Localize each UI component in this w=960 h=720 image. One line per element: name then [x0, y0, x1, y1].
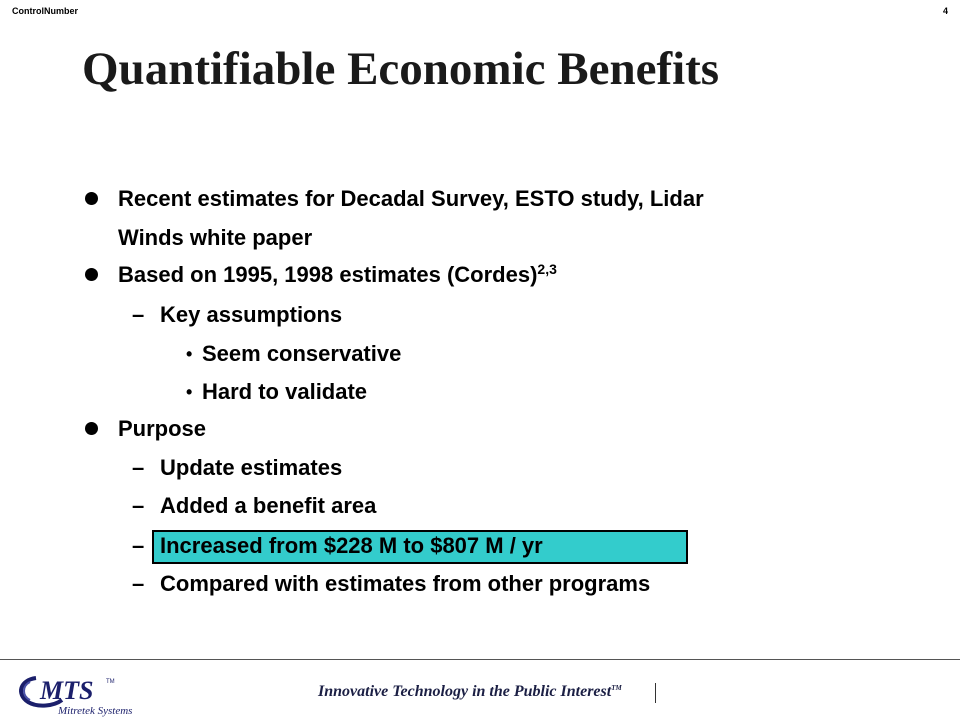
- sub-sub-bullet-hard-to-validate: Hard to validate: [202, 379, 368, 404]
- dash-marker: –: [132, 455, 145, 480]
- footer-divider: [0, 659, 960, 660]
- dash-marker: –: [132, 493, 145, 518]
- slide-number: 4: [942, 6, 948, 16]
- dash-marker: –: [132, 533, 145, 558]
- dash-marker: –: [132, 571, 145, 596]
- sub-sub-bullet-seem-conservative: Seem conservative: [202, 341, 402, 366]
- small-bullet-marker: •: [186, 382, 193, 402]
- control-number-label: ControlNumber: [12, 6, 78, 16]
- bullet-dot: [85, 268, 98, 281]
- slide-title: Quantifiable Economic Benefits: [82, 43, 720, 95]
- dash-marker: –: [132, 302, 145, 327]
- bullet-2-text: Based on 1995, 1998 estimates (Cordes): [118, 262, 538, 287]
- tagline-trademark: TM: [611, 684, 622, 692]
- logo-trademark: TM: [106, 679, 115, 685]
- sub-bullet-compared: Compared with estimates from other programs: [160, 571, 651, 596]
- bullet-2-superscript: 2,3: [537, 261, 557, 277]
- bullet-1-line-1: Recent estimates for Decadal Survey, ESTO study, Lidar: [118, 186, 704, 211]
- footer-tagline: [318, 683, 622, 701]
- tagline-divider: [655, 683, 656, 703]
- sub-bullet-increased-highlighted: Increased from $228 M to $807 M / yr: [160, 533, 543, 558]
- sub-bullet-added-benefit-area: Added a benefit area: [160, 493, 377, 518]
- bullet-2: [118, 261, 557, 289]
- logo-subtitle: Mitretek Systems: [58, 705, 133, 717]
- sub-bullet-update-estimates: Update estimates: [160, 455, 343, 480]
- sub-bullet-key-assumptions: Key assumptions: [160, 302, 343, 327]
- bullet-dot: [85, 192, 98, 205]
- bullet-3: Purpose: [118, 416, 207, 441]
- small-bullet-marker: •: [186, 344, 193, 364]
- tagline-text: Innovative Technology in the Public Interest: [318, 683, 612, 700]
- bullet-1-line-2: Winds white paper: [118, 225, 313, 250]
- mitretek-logo: [10, 668, 160, 718]
- logo-mark: MTS: [40, 676, 94, 705]
- bullet-dot: [85, 422, 98, 435]
